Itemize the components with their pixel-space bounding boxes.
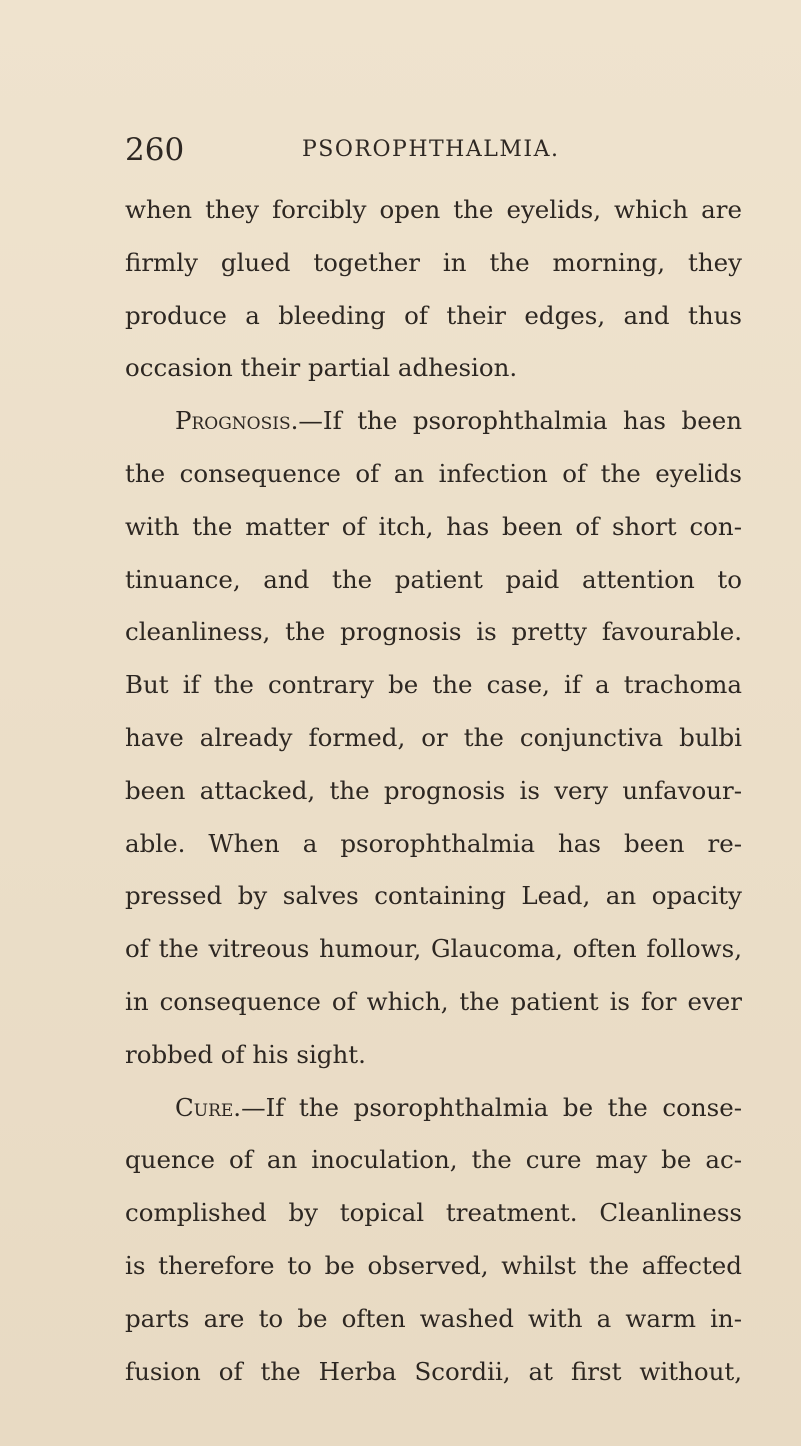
text-line: of the vitreous humour, Glaucoma, often follows, [125, 934, 742, 964]
page-number: 260 [125, 132, 185, 168]
text-line: produce a bleeding of their edges, and thus [125, 300, 742, 330]
text-line: with the matter of itch, has been of short con- [125, 511, 742, 541]
text-line-rest: —If the psorophthalmia be the conse- [241, 1092, 742, 1122]
text-line: fusion of the Herba Scordii, at first without, [125, 1356, 742, 1386]
text-line: firmly glued together in the morning, they [125, 247, 742, 277]
text-line: occasion their partial adhesion. [125, 353, 518, 383]
text-line: is therefore to be observed, whilst the affected [125, 1250, 742, 1280]
text-line: parts are to be often washed with a warm in- [125, 1303, 742, 1333]
cure-heading: Cure. [175, 1092, 242, 1122]
text-line: in consequence of which, the patient is for ever [125, 986, 742, 1016]
text-line: when they forcibly open the eyelids, which are [125, 195, 742, 224]
text-line: cleanliness, the prognosis is pretty favourable. [125, 617, 742, 647]
text-line: able. When a psorophthalmia has been re- [125, 828, 742, 858]
prognosis-heading: Prognosis. [175, 406, 299, 436]
text-line: pressed by salves containing Lead, an opacity [125, 881, 742, 911]
text-line: the consequence of an infection of the eyelids [125, 458, 742, 488]
page-header [125, 132, 745, 168]
text-line: been attacked, the prognosis is very unfavour- [125, 775, 742, 805]
running-head: PSOROPHTHALMIA. [302, 137, 560, 162]
text-line: tinuance, and the patient paid attention to [125, 564, 742, 594]
cure-paragraph-start [125, 1082, 742, 1135]
text-line: have already formed, or the conjunctiva bulbi [125, 722, 742, 752]
text-line: robbed of his sight. [125, 1039, 366, 1069]
text-line: complished by topical treatment. Cleanliness [125, 1198, 742, 1228]
prognosis-paragraph-start [125, 395, 742, 448]
text-line: But if the contrary be the case, if a trachoma [125, 670, 742, 700]
body-text [125, 184, 742, 1398]
text-line-rest: —If the psorophthalmia has been [298, 406, 742, 436]
text-line: quence of an inoculation, the cure may be ac- [125, 1145, 742, 1175]
